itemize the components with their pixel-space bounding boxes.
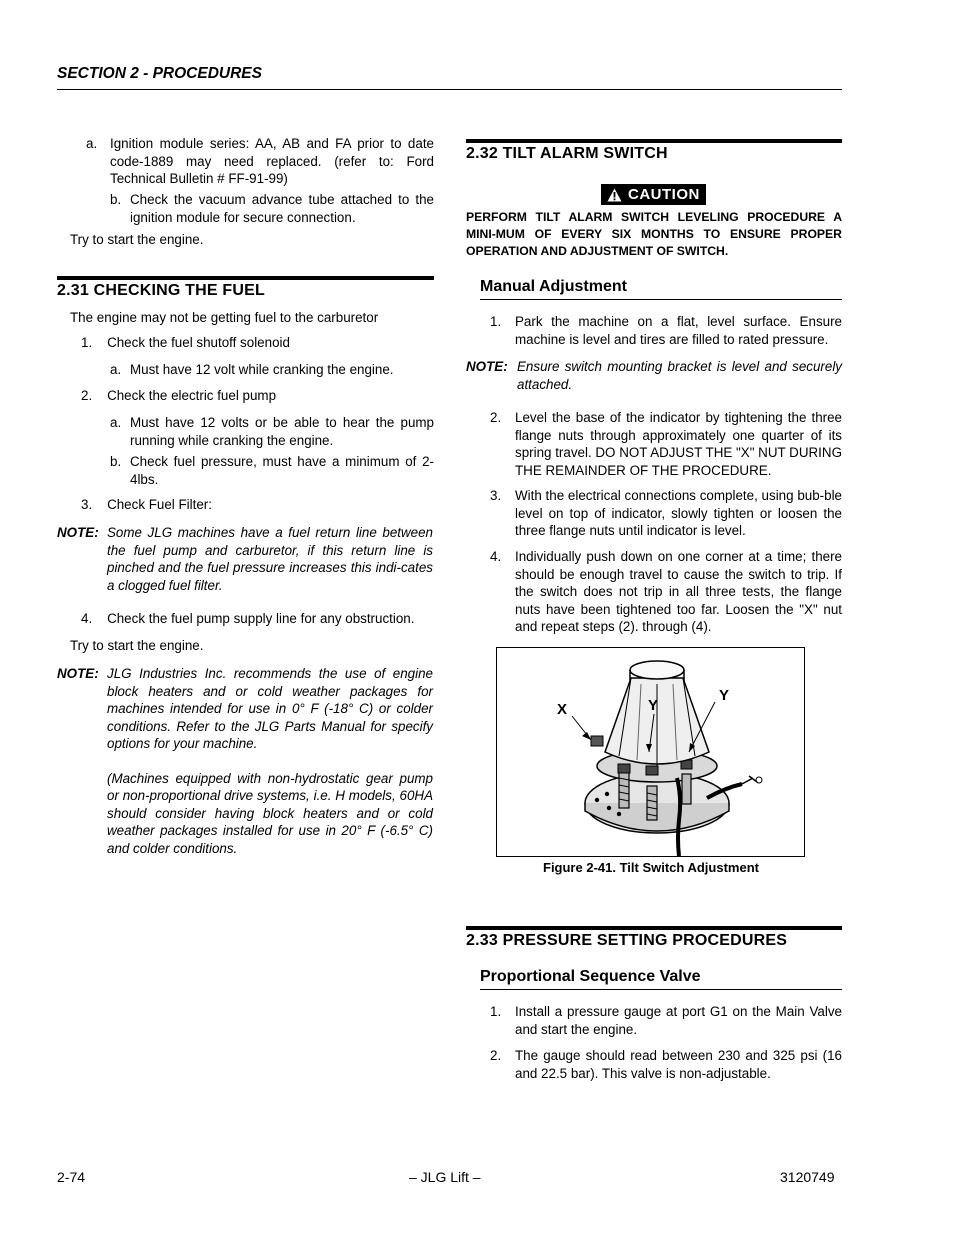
list-label: 1.	[490, 314, 502, 329]
footer-title: – JLG Lift –	[409, 1169, 481, 1185]
list-text: Check Fuel Filter:	[107, 497, 212, 512]
header-rule	[57, 89, 842, 90]
list-text: With the electrical connections complete, using bub-ble level on top of indicator, slowly tighten or loosen the three flange nuts until indicator is level.	[515, 488, 842, 538]
list-label: 2.	[81, 388, 93, 403]
list-item	[81, 496, 212, 514]
list-label: 2.	[490, 410, 502, 425]
section-title: 2.33 PRESSURE SETTING PROCEDURES	[466, 932, 788, 949]
list-item	[110, 361, 434, 379]
paragraph: Try to start the engine.	[70, 638, 204, 653]
subheading-rule	[480, 989, 842, 990]
document-number: 3120749	[780, 1169, 835, 1185]
list-item	[490, 1003, 842, 1038]
note-text: (Machines equipped with non-hydrostatic gear pump or non-proportional drive systems, i.e. H models, 60HA should consider having block heaters and or cold weather packages installed for use in 20° F (-6.5° C) and colder conditions.	[107, 770, 433, 856]
list-label: 2.	[490, 1048, 502, 1063]
caution-label	[601, 184, 706, 205]
page-number: 2-74	[57, 1169, 86, 1185]
list-label: a.	[86, 136, 98, 151]
list-label: b.	[110, 454, 122, 469]
list-item	[110, 191, 434, 226]
list-label: a.	[110, 362, 122, 377]
list-text: Check fuel pressure, must have a minimum of 2-4lbs.	[130, 454, 434, 487]
list-text: Check the vacuum advance tube attached to the ignition module for secure connection.	[130, 192, 434, 225]
list-text: Check the fuel shutoff solenoid	[107, 335, 290, 350]
subheading: Manual Adjustment	[480, 278, 627, 295]
figure-tilt-switch	[496, 647, 805, 857]
list-item	[490, 313, 842, 348]
section-title: 2.32 TILT ALARM SWITCH	[466, 145, 668, 162]
list-label: 4.	[81, 611, 93, 626]
figure-label-y: Y	[719, 687, 730, 704]
list-text: Must have 12 volts or be able to hear the pump running while cranking the engine.	[130, 415, 434, 448]
list-item	[490, 409, 842, 479]
list-text: Level the base of the indicator by tightening the three flange nuts through approximately one quarter of its spring travel. DO NOT ADJUST THE "X" NUT DURING THE REMAINDER OF THE PROCEDURE.	[515, 410, 842, 478]
list-label: 3.	[81, 497, 93, 512]
subheading: Proportional Sequence Valve	[480, 968, 701, 985]
list-item	[490, 548, 842, 636]
note-text: JLG Industries Inc. recommends the use of engine block heaters and or cold weather packages for machines intended for use in 0° F (-18° C) or colder conditions. Refer to the JLG Parts Manual for specify options for your machine.	[107, 666, 433, 751]
list-label: 1.	[490, 1004, 502, 1019]
list-text: Check the electric fuel pump	[107, 388, 277, 403]
list-text: Park the machine on a flat, level surface. Ensure machine is level and tires are filled to rated pressure.	[515, 314, 842, 347]
note-label: NOTE:	[57, 666, 99, 681]
list-item	[110, 453, 434, 488]
note	[57, 524, 434, 594]
list-item	[110, 414, 434, 449]
tilt-switch-illustration	[497, 648, 804, 856]
list-text: Must have 12 volt while cranking the engine.	[130, 362, 394, 377]
list-item	[490, 1047, 842, 1082]
list-item	[81, 610, 414, 628]
heading-rule	[57, 276, 434, 280]
list-label: 1.	[81, 335, 93, 350]
paragraph: The engine may not be getting fuel to the carburetor	[70, 310, 379, 325]
subheading-rule	[480, 299, 842, 300]
list-label: 3.	[490, 488, 502, 503]
list-label: a.	[110, 415, 122, 430]
list-item	[81, 387, 276, 405]
note-label: NOTE:	[57, 525, 99, 540]
list-text: Check the fuel pump supply line for any obstruction.	[107, 611, 415, 626]
list-text: Install a pressure gauge at port G1 on the Main Valve and start the engine.	[515, 1004, 842, 1037]
list-label: 4.	[490, 549, 502, 564]
heading-rule	[466, 139, 842, 143]
figure-caption: Figure 2-41. Tilt Switch Adjustment	[543, 860, 759, 875]
list-item	[86, 135, 434, 188]
list-item	[81, 334, 290, 352]
list-text: Individually push down on one corner at a time; there should be enough travel to cause the switch to trip. If the switch does not trip in all three tests, the flange nuts have been tightened too far. Loosen the "X" nut and repeat steps (2). through (4).	[515, 549, 842, 634]
note-text: Ensure switch mounting bracket is level and securely attached.	[517, 359, 842, 392]
heading-rule	[466, 926, 842, 930]
note	[466, 358, 842, 393]
list-text: The gauge should read between 230 and 325 psi (16 and 22.5 bar). This valve is non-adjustable.	[515, 1048, 842, 1081]
section-title: 2.31 CHECKING THE FUEL	[57, 282, 265, 299]
caution-text-label: CAUTION	[628, 186, 700, 203]
note	[57, 665, 434, 857]
warning-icon	[607, 188, 622, 202]
figure-label-x: X	[557, 701, 568, 718]
note-label: NOTE:	[466, 359, 508, 374]
figure-label-y: Y	[648, 697, 659, 714]
note-text: Some JLG machines have a fuel return line between the fuel pump and carburetor, if this return line is pinched and the fuel pressure increases this indi-cates a clogged fuel filter.	[107, 525, 433, 593]
section-header: SECTION 2 - PROCEDURES	[57, 65, 262, 82]
list-label: b.	[110, 192, 122, 207]
caution-message: PERFORM TILT ALARM SWITCH LEVELING PROCEDURE A MINI-MUM OF EVERY SIX MONTHS TO ENSURE PROPER OPERATION AND ADJUSTMENT OF SWITCH.	[466, 210, 842, 258]
list-item	[490, 487, 842, 540]
paragraph: Try to start the engine.	[70, 232, 204, 247]
list-text: Ignition module series: AA, AB and FA prior to date code-1889 may need replaced. (refer to: Ford Technical Bulletin # FF-91-99)	[110, 136, 434, 186]
